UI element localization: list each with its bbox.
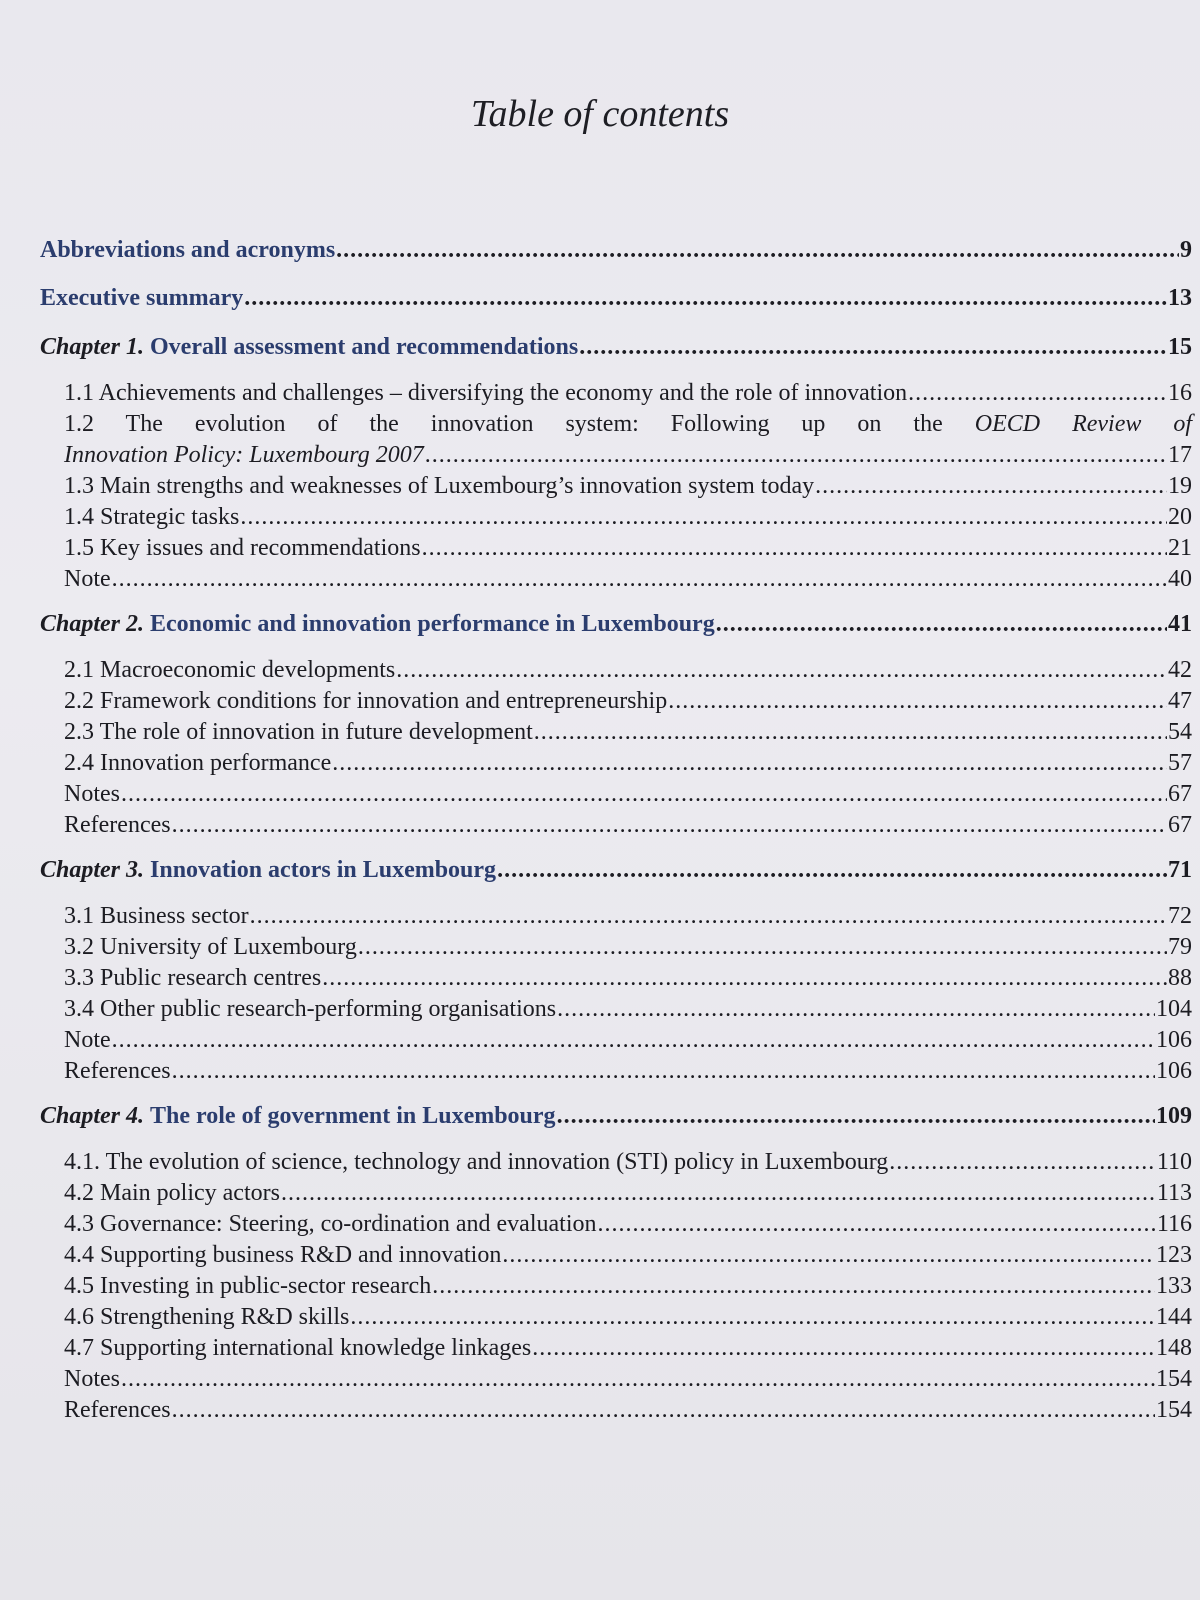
leader-dots [244, 274, 1167, 322]
toc-section[interactable]: 3.1 Business sector ..... 72 [64, 901, 1192, 932]
toc-chapter-1[interactable] [40, 322, 1192, 372]
chapter-prefix: Chapter 2. [40, 611, 145, 637]
chapter-title: Innovation actors in Luxembourg [150, 857, 497, 883]
toc-section[interactable]: 2.3 The role of innovation in future development ..... 54 [64, 717, 1192, 748]
leader-dots [112, 564, 1167, 595]
toc-chapter-2[interactable] [40, 599, 1192, 649]
toc-section[interactable]: 1.4 Strategic tasks ..... 20 [64, 502, 1192, 533]
toc-section[interactable]: Notes ..... 67 [64, 779, 1192, 810]
chapter-1-sections [40, 378, 1192, 595]
table-of-contents [40, 226, 1192, 1430]
leader-dots [396, 655, 1167, 686]
leader-dots [716, 599, 1167, 649]
leader-dots [172, 810, 1167, 841]
leader-dots [336, 226, 1179, 274]
leader-dots [534, 717, 1167, 748]
leader-dots [908, 378, 1167, 409]
toc-section[interactable]: 3.2 University of Luxembourg ..... 79 [64, 932, 1192, 963]
toc-section-line-2[interactable]: Innovation Policy: Luxembourg 2007 ..... 17 [64, 440, 1192, 471]
leader-dots [281, 1178, 1156, 1209]
toc-section[interactable]: Note ..... 40 [64, 564, 1192, 595]
toc-section[interactable]: 1.5 Key issues and recommendations ..... 21 [64, 533, 1192, 564]
leader-dots [332, 748, 1167, 779]
leader-dots [121, 1364, 1155, 1395]
page-title: Table of contents [470, 93, 730, 135]
leader-dots [172, 1056, 1155, 1087]
chapter-prefix: Chapter 1. [40, 334, 145, 360]
toc-chapter-3[interactable] [40, 845, 1192, 895]
leader-dots [579, 322, 1167, 372]
leader-dots [598, 1209, 1156, 1240]
toc-page-number: 9 [1180, 237, 1192, 263]
toc-page-number: 15 [1168, 334, 1192, 360]
leader-dots [358, 932, 1167, 963]
leader-dots [425, 440, 1167, 471]
toc-section[interactable]: 4.7 Supporting international knowledge linkages ..... 148 [64, 1333, 1192, 1364]
toc-section[interactable]: 4.5 Investing in public-sector research ..... 133 [64, 1271, 1192, 1302]
toc-section[interactable]: 3.3 Public research centres ..... 88 [64, 963, 1192, 994]
toc-entry-abbreviations[interactable] [40, 226, 1192, 274]
leader-dots [557, 1091, 1155, 1141]
toc-section[interactable]: 4.1. The evolution of science, technology and innovation (STI) policy in Luxembourg ..... 110 [64, 1147, 1192, 1178]
chapter-prefix: Chapter 4. [40, 1103, 145, 1129]
leader-dots [497, 845, 1167, 895]
toc-section[interactable]: 4.4 Supporting business R&D and innovation ..... 123 [64, 1240, 1192, 1271]
toc-section[interactable]: 4.6 Strengthening R&D skills ..... 144 [64, 1302, 1192, 1333]
leader-dots [322, 963, 1167, 994]
toc-section[interactable]: 1.1 Achievements and challenges – diversifying the economy and the role of innovation ..... 16 [64, 378, 1192, 409]
leader-dots [532, 1333, 1155, 1364]
leader-dots [121, 779, 1167, 810]
leader-dots [240, 502, 1167, 533]
toc-section[interactable]: References ..... 154 [64, 1395, 1192, 1426]
chapter-title: The role of government in Luxembourg [150, 1103, 556, 1129]
leader-dots [422, 533, 1167, 564]
toc-section[interactable]: Notes ..... 154 [64, 1364, 1192, 1395]
leader-dots [557, 994, 1155, 1025]
chapter-4-sections [40, 1147, 1192, 1426]
toc-section[interactable]: 2.2 Framework conditions for innovation and entrepreneurship ..... 47 [64, 686, 1192, 717]
toc-section[interactable]: References ..... 67 [64, 810, 1192, 841]
chapter-2-sections [40, 655, 1192, 841]
leader-dots [668, 686, 1167, 717]
toc-section[interactable]: 4.2 Main policy actors ..... 113 [64, 1178, 1192, 1209]
toc-section[interactable]: 1.3 Main strengths and weaknesses of Luxembourg’s innovation system today ..... 19 [64, 471, 1192, 502]
toc-chapter-4[interactable] [40, 1091, 1192, 1141]
toc-entry-label: Abbreviations and acronyms [40, 237, 336, 263]
chapter-3-sections [40, 901, 1192, 1087]
toc-section[interactable]: References ..... 106 [64, 1056, 1192, 1087]
toc-page-number: 71 [1168, 857, 1192, 883]
toc-section[interactable]: 2.4 Innovation performance ..... 57 [64, 748, 1192, 779]
toc-entry-label: Executive summary [40, 285, 244, 311]
toc-page-number: 41 [1168, 611, 1192, 637]
leader-dots [350, 1302, 1155, 1333]
toc-section-line-1[interactable]: 1.2 The evolution of the innovation system: Following up on the OECD Review of [64, 411, 1193, 437]
toc-section[interactable]: 2.1 Macroeconomic developments ..... 42 [64, 655, 1192, 686]
toc-section[interactable]: 3.4 Other public research-performing organisations ..... 104 [64, 994, 1192, 1025]
chapter-title: Overall assessment and recommendations [150, 334, 579, 360]
chapter-prefix: Chapter 3. [40, 857, 145, 883]
leader-dots [250, 901, 1167, 932]
toc-section[interactable]: 4.3 Governance: Steering, co-ordination and evaluation ..... 116 [64, 1209, 1192, 1240]
leader-dots [432, 1271, 1155, 1302]
leader-dots [172, 1395, 1155, 1426]
toc-page-number: 13 [1168, 285, 1192, 311]
leader-dots [112, 1025, 1155, 1056]
toc-entry-executive-summary[interactable] [40, 274, 1192, 322]
leader-dots [889, 1147, 1156, 1178]
leader-dots [815, 471, 1167, 502]
leader-dots [502, 1240, 1155, 1271]
toc-section[interactable]: Note ..... 106 [64, 1025, 1192, 1056]
toc-page-number: 109 [1156, 1103, 1192, 1129]
chapter-title: Economic and innovation performance in Luxembourg [150, 611, 715, 637]
